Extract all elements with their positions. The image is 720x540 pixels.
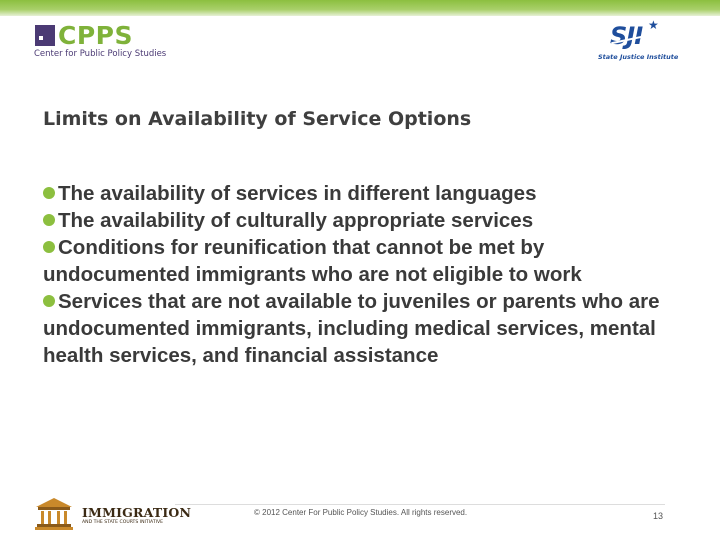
cpps-logo xyxy=(34,21,167,62)
bullet-dot-icon xyxy=(43,214,55,226)
immigration-logo-text: IMMIGRATION xyxy=(82,505,192,520)
bullet-dot-icon xyxy=(43,295,55,307)
bullet-text: Conditions for reunification that cannot be met by undocumented immigrants who are not eligible to work xyxy=(43,236,582,286)
bullet-item xyxy=(43,180,683,207)
courthouse-icon xyxy=(34,496,74,530)
bullet-text: Services that are not available to juveniles or parents who are undocumented immigrants, including medical services, mental health services, and financial assistance xyxy=(43,290,660,367)
page-number: 13 xyxy=(653,511,664,521)
immigration-logo-subtitle: AND THE STATE COURTS INITIATIVE xyxy=(82,520,164,525)
star-icon: ★ xyxy=(648,18,659,32)
cpps-logo-text: CPPS xyxy=(58,21,133,50)
bullet-text: The availability of culturally appropriate services xyxy=(58,209,534,232)
bullet-item xyxy=(43,288,683,369)
cpps-logo-mark-icon xyxy=(35,25,55,46)
bullet-item xyxy=(43,207,683,234)
copyright-notice: © 2012 Center For Public Policy Studies. All rights reserved. xyxy=(254,508,468,517)
sji-logo-text: SJI xyxy=(610,22,643,50)
bullet-list xyxy=(43,180,683,369)
top-accent-bar xyxy=(0,0,720,16)
bullet-item xyxy=(43,234,683,288)
slide-title: Limits on Availability of Service Options xyxy=(43,108,472,130)
bullet-text: The availability of services in different languages xyxy=(58,182,537,205)
cpps-logo-subtitle: Center for Public Policy Studies xyxy=(34,49,167,59)
sji-logo-subtitle: State Justice Institute xyxy=(598,53,679,61)
immigration-logo xyxy=(34,496,192,530)
sji-logo xyxy=(592,18,684,64)
bullet-dot-icon xyxy=(43,241,55,253)
footer-divider xyxy=(175,504,665,505)
bullet-dot-icon xyxy=(43,187,55,199)
